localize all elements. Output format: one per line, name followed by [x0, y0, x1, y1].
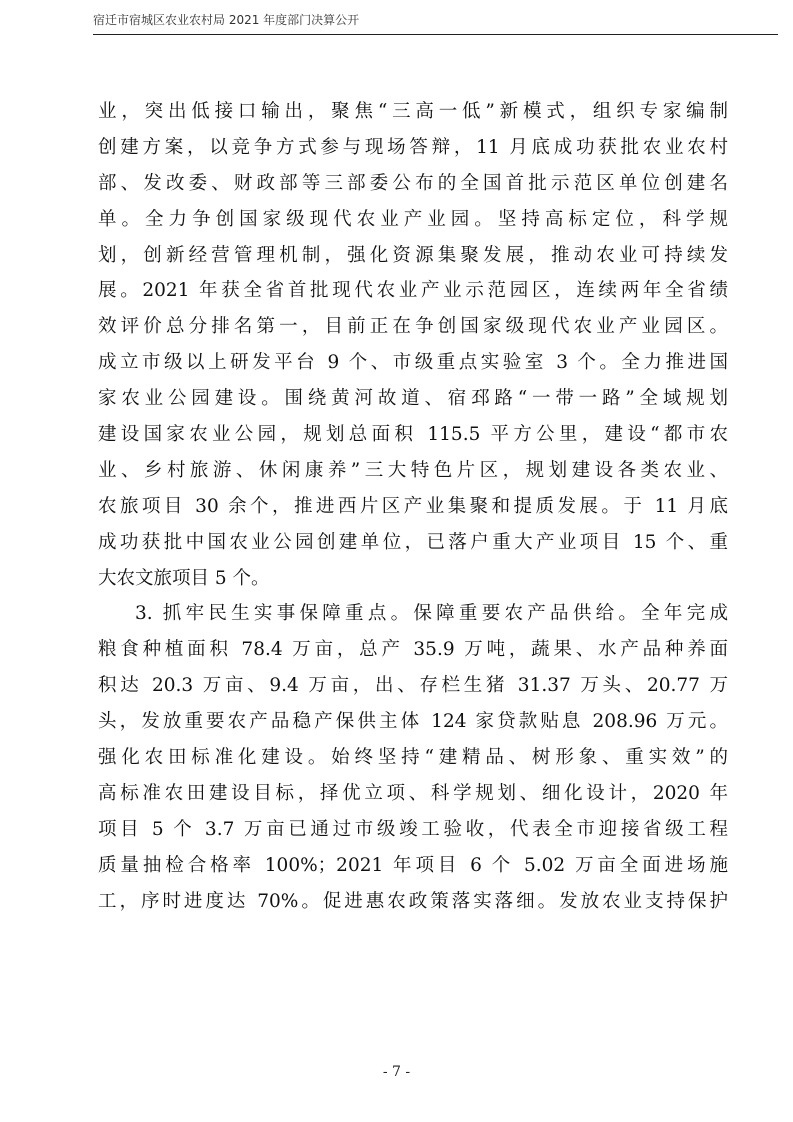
body-line: 成功获批中国农业公园创建单位，已落户重大产业项目 15 个、重: [98, 531, 728, 553]
body-line: 强化农田标准化建设。始终坚持“建精品、树形象、重实效”的: [98, 747, 728, 769]
body-line: 创建方案，以竞争方式参与现场答辩，11 月底成功获批农业农村: [98, 136, 728, 158]
body-line: 工，序时进度达 70%。促进惠农政策落实落细。发放农业支持保护: [98, 890, 728, 912]
section-heading-line: 3. 抓牢民生实事保障重点。保障重要农产品供给。全年完成: [135, 603, 728, 625]
body-line: 质量抽检合格率 100%；2021 年项目 6 个 5.02 万亩全面进场施: [98, 854, 728, 876]
body-line: 建设国家农业公园，规划总面积 115.5 平方公里，建设“都市农: [98, 424, 728, 446]
body-line: 大农文旅项目 5 个。: [98, 567, 270, 589]
body-line: 农旅项目 30 余个，推进西片区产业集聚和提质发展。于 11 月底: [98, 495, 728, 517]
body-line: 粮食种植面积 78.4 万亩，总产 35.9 万吨，蔬果、水产品种养面: [98, 639, 728, 661]
body-line: 高标准农田建设目标，择优立项、科学规划、细化设计，2020 年: [98, 782, 728, 804]
body-line: 头，发放重要农产品稳产保供主体 124 家贷款贴息 208.96 万元。: [98, 711, 728, 733]
body-line: 成立市级以上研发平台 9 个、市级重点实验室 3 个。全力推进国: [98, 352, 728, 374]
body-line: 业、乡村旅游、休闲康养”三大特色片区，规划建设各类农业、: [98, 459, 728, 481]
header-rule: [93, 34, 778, 35]
page-number: - 7 -: [382, 1064, 411, 1080]
body-line: 部、发改委、财政部等三部委公布的全国首批示范区单位创建名: [98, 172, 728, 194]
body-line: 展。2021 年获全省首批现代农业产业示范园区，连续两年全省绩: [98, 280, 728, 302]
body-line: 积达 20.3 万亩、9.4 万亩，出、存栏生猪 31.37 万头、20.77 万: [98, 675, 728, 697]
body-line: 业，突出低接口输出，聚焦“三高一低”新模式，组织专家编制: [98, 101, 728, 122]
body-line: 划，创新经营管理机制，强化资源集聚发展，推动农业可持续发: [98, 244, 728, 266]
document-body: [98, 94, 728, 919]
body-line: 项目 5 个 3.7 万亩已通过市级竣工验收，代表全市迎接省级工程: [98, 818, 728, 840]
body-line: 效评价总分排名第一，目前正在争创国家级现代农业产业园区。: [98, 316, 728, 338]
body-line: 家农业公园建设。围绕黄河故道、宿邳路“一带一路”全域规划: [98, 388, 728, 410]
document-header: 宿迁市宿城区农业农村局 2021 年度部门决算公开: [93, 13, 360, 27]
body-line: 单。全力争创国家级现代农业产业园。坚持高标定位，科学规: [98, 208, 728, 230]
